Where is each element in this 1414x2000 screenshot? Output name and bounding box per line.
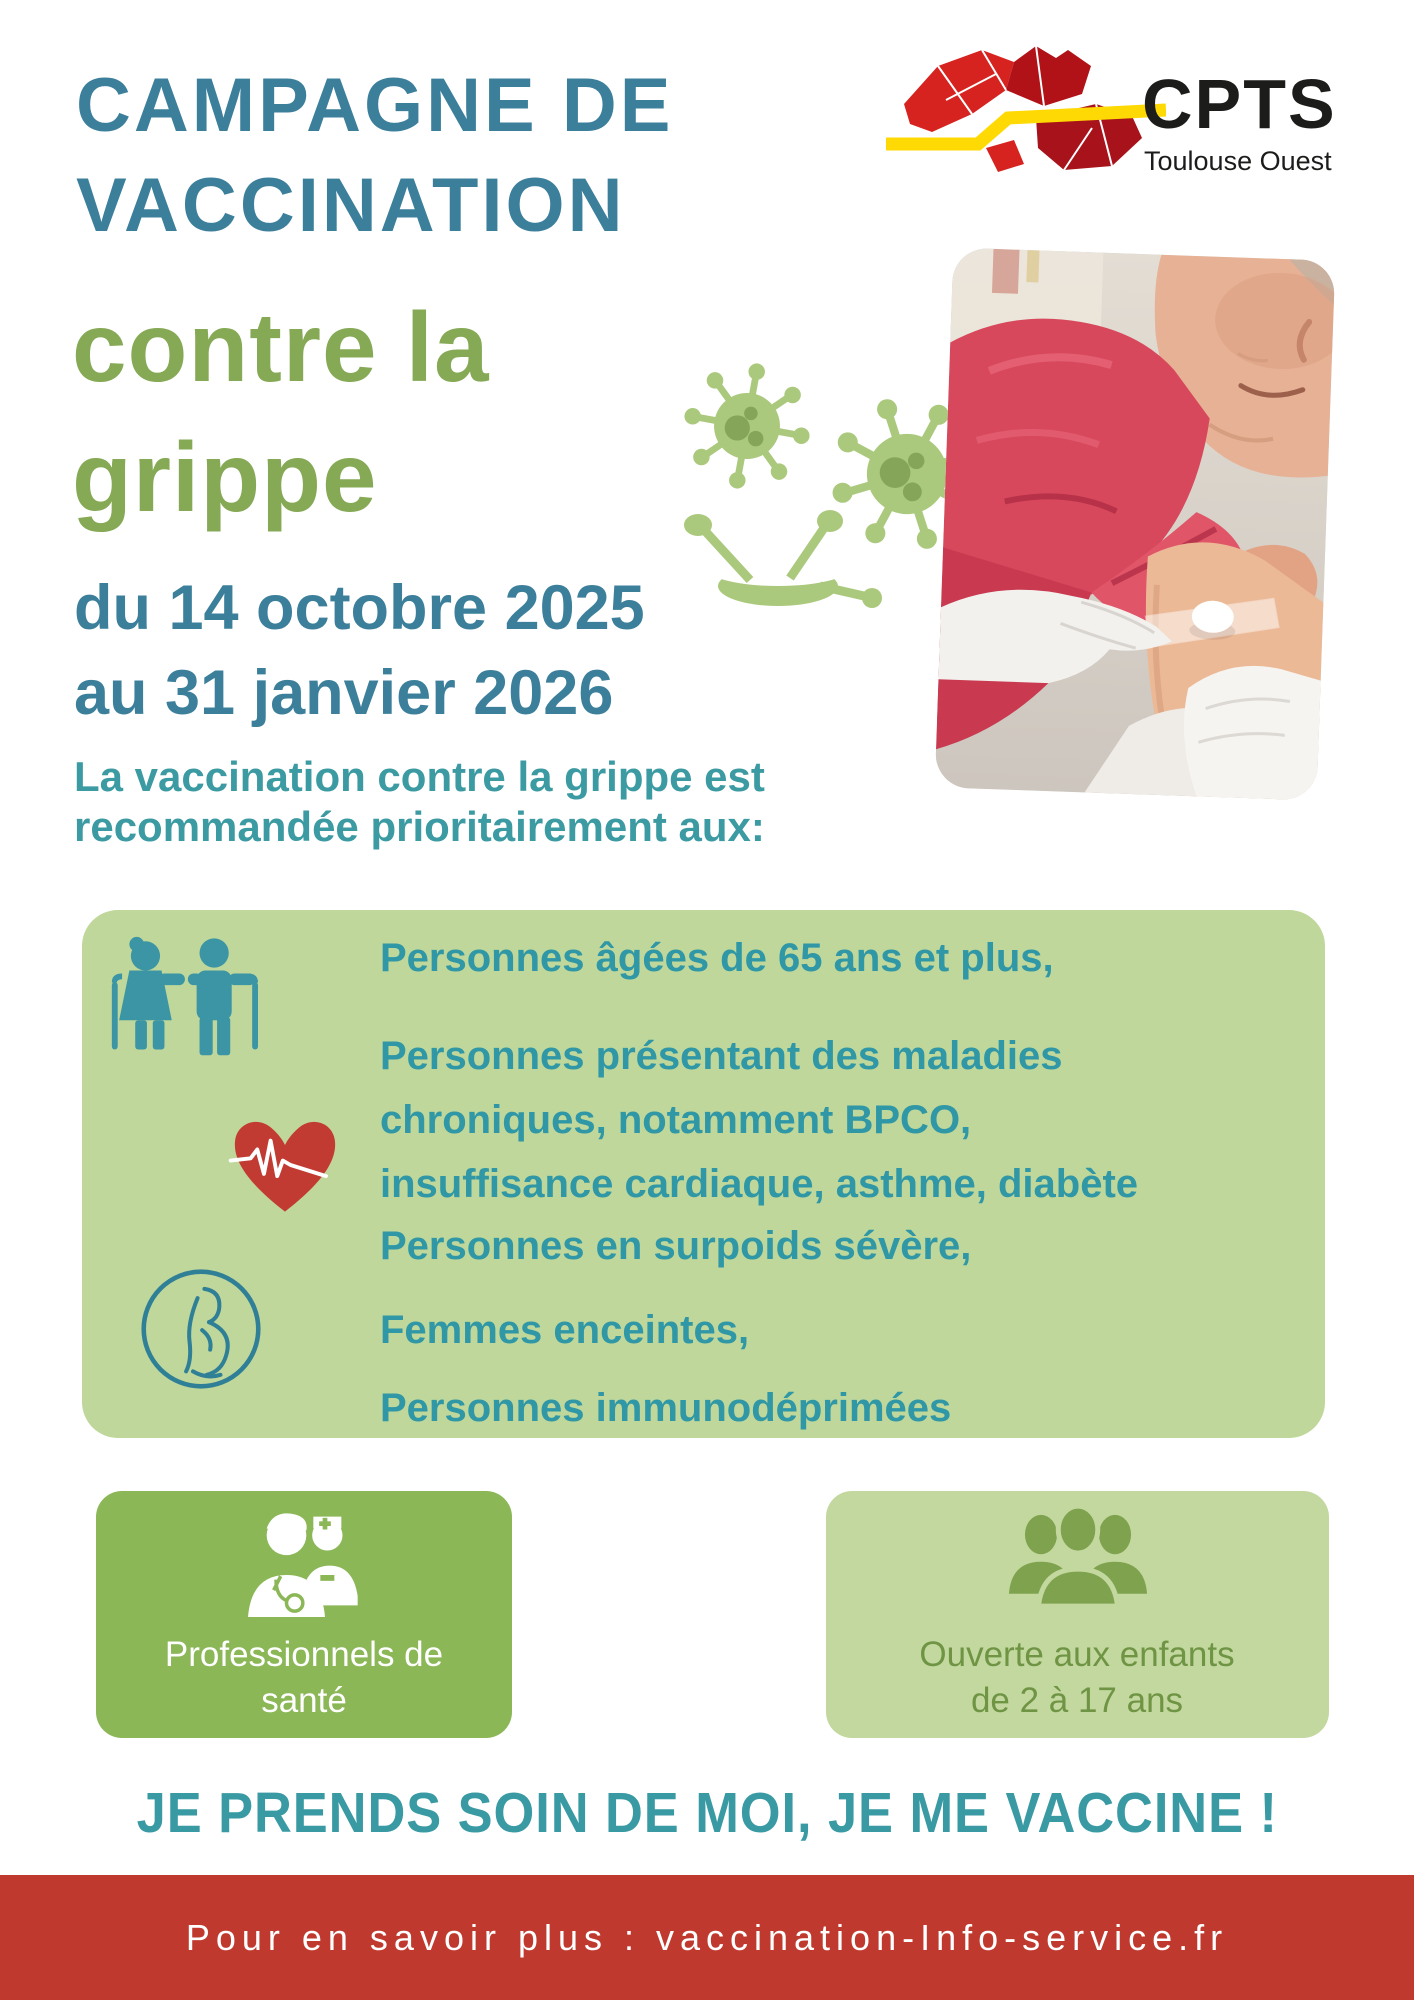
dates-line-2: au 31 janvier 2026	[74, 658, 614, 728]
intro-text	[74, 752, 765, 852]
logo-region: Toulouse Ouest	[1144, 146, 1332, 176]
priority-item-immunocompromised: Personnes immunodéprimées	[380, 1386, 952, 1430]
intro-line-1: La vaccination contre la grippe est	[74, 753, 765, 800]
green-subtitle-line-1: contre la	[72, 292, 490, 402]
elderly-couple-icon	[106, 926, 296, 1094]
footer-bar	[0, 1875, 1414, 2000]
title-line-1: CAMPAGNE DE	[76, 63, 674, 148]
footer-info-text: Pour en savoir plus : vaccination-Info-service.fr	[185, 1917, 1229, 1958]
priority-item-overweight: Personnes en surpoids sévère,	[380, 1224, 972, 1268]
vaccination-photo-scene	[935, 247, 1336, 800]
priority-item-seniors: Personnes âgées de 65 ans et plus,	[380, 936, 1054, 980]
campaign-dates	[74, 566, 645, 736]
green-subtitle-line-2: grippe	[72, 422, 378, 532]
intro-line-2: recommandée prioritairement aux:	[74, 803, 765, 850]
logo-acronym: CPTS	[1142, 65, 1337, 143]
cpts-map-logo-icon	[886, 40, 1166, 172]
pregnant-woman-icon	[138, 1266, 264, 1392]
health-professionals-label: Professionnels de santé	[164, 1635, 444, 1720]
green-subtitle	[72, 282, 489, 542]
priority-item-chronic-disease: Personnes présentant des maladies chroniques, notamment BPCO, insuffisance cardiaque, asthme, diabète	[380, 1034, 1139, 1206]
page-title	[76, 56, 673, 256]
doctor-nurse-icon	[234, 1500, 374, 1622]
dates-line-1: du 14 octobre 2025	[74, 573, 645, 643]
title-line-2: VACCINATION	[76, 163, 626, 248]
vaccination-photo	[935, 247, 1336, 800]
children-badge-label: Ouverte aux enfants de 2 à 17 ans	[919, 1635, 1235, 1720]
tagline: JE PRENDS SOIN DE MOI, JE ME VACCINE !	[136, 1781, 1278, 1845]
group-people-icon	[1004, 1500, 1152, 1616]
heart-ekg-icon	[224, 1108, 346, 1222]
priority-item-pregnant: Femmes enceintes,	[380, 1308, 750, 1352]
